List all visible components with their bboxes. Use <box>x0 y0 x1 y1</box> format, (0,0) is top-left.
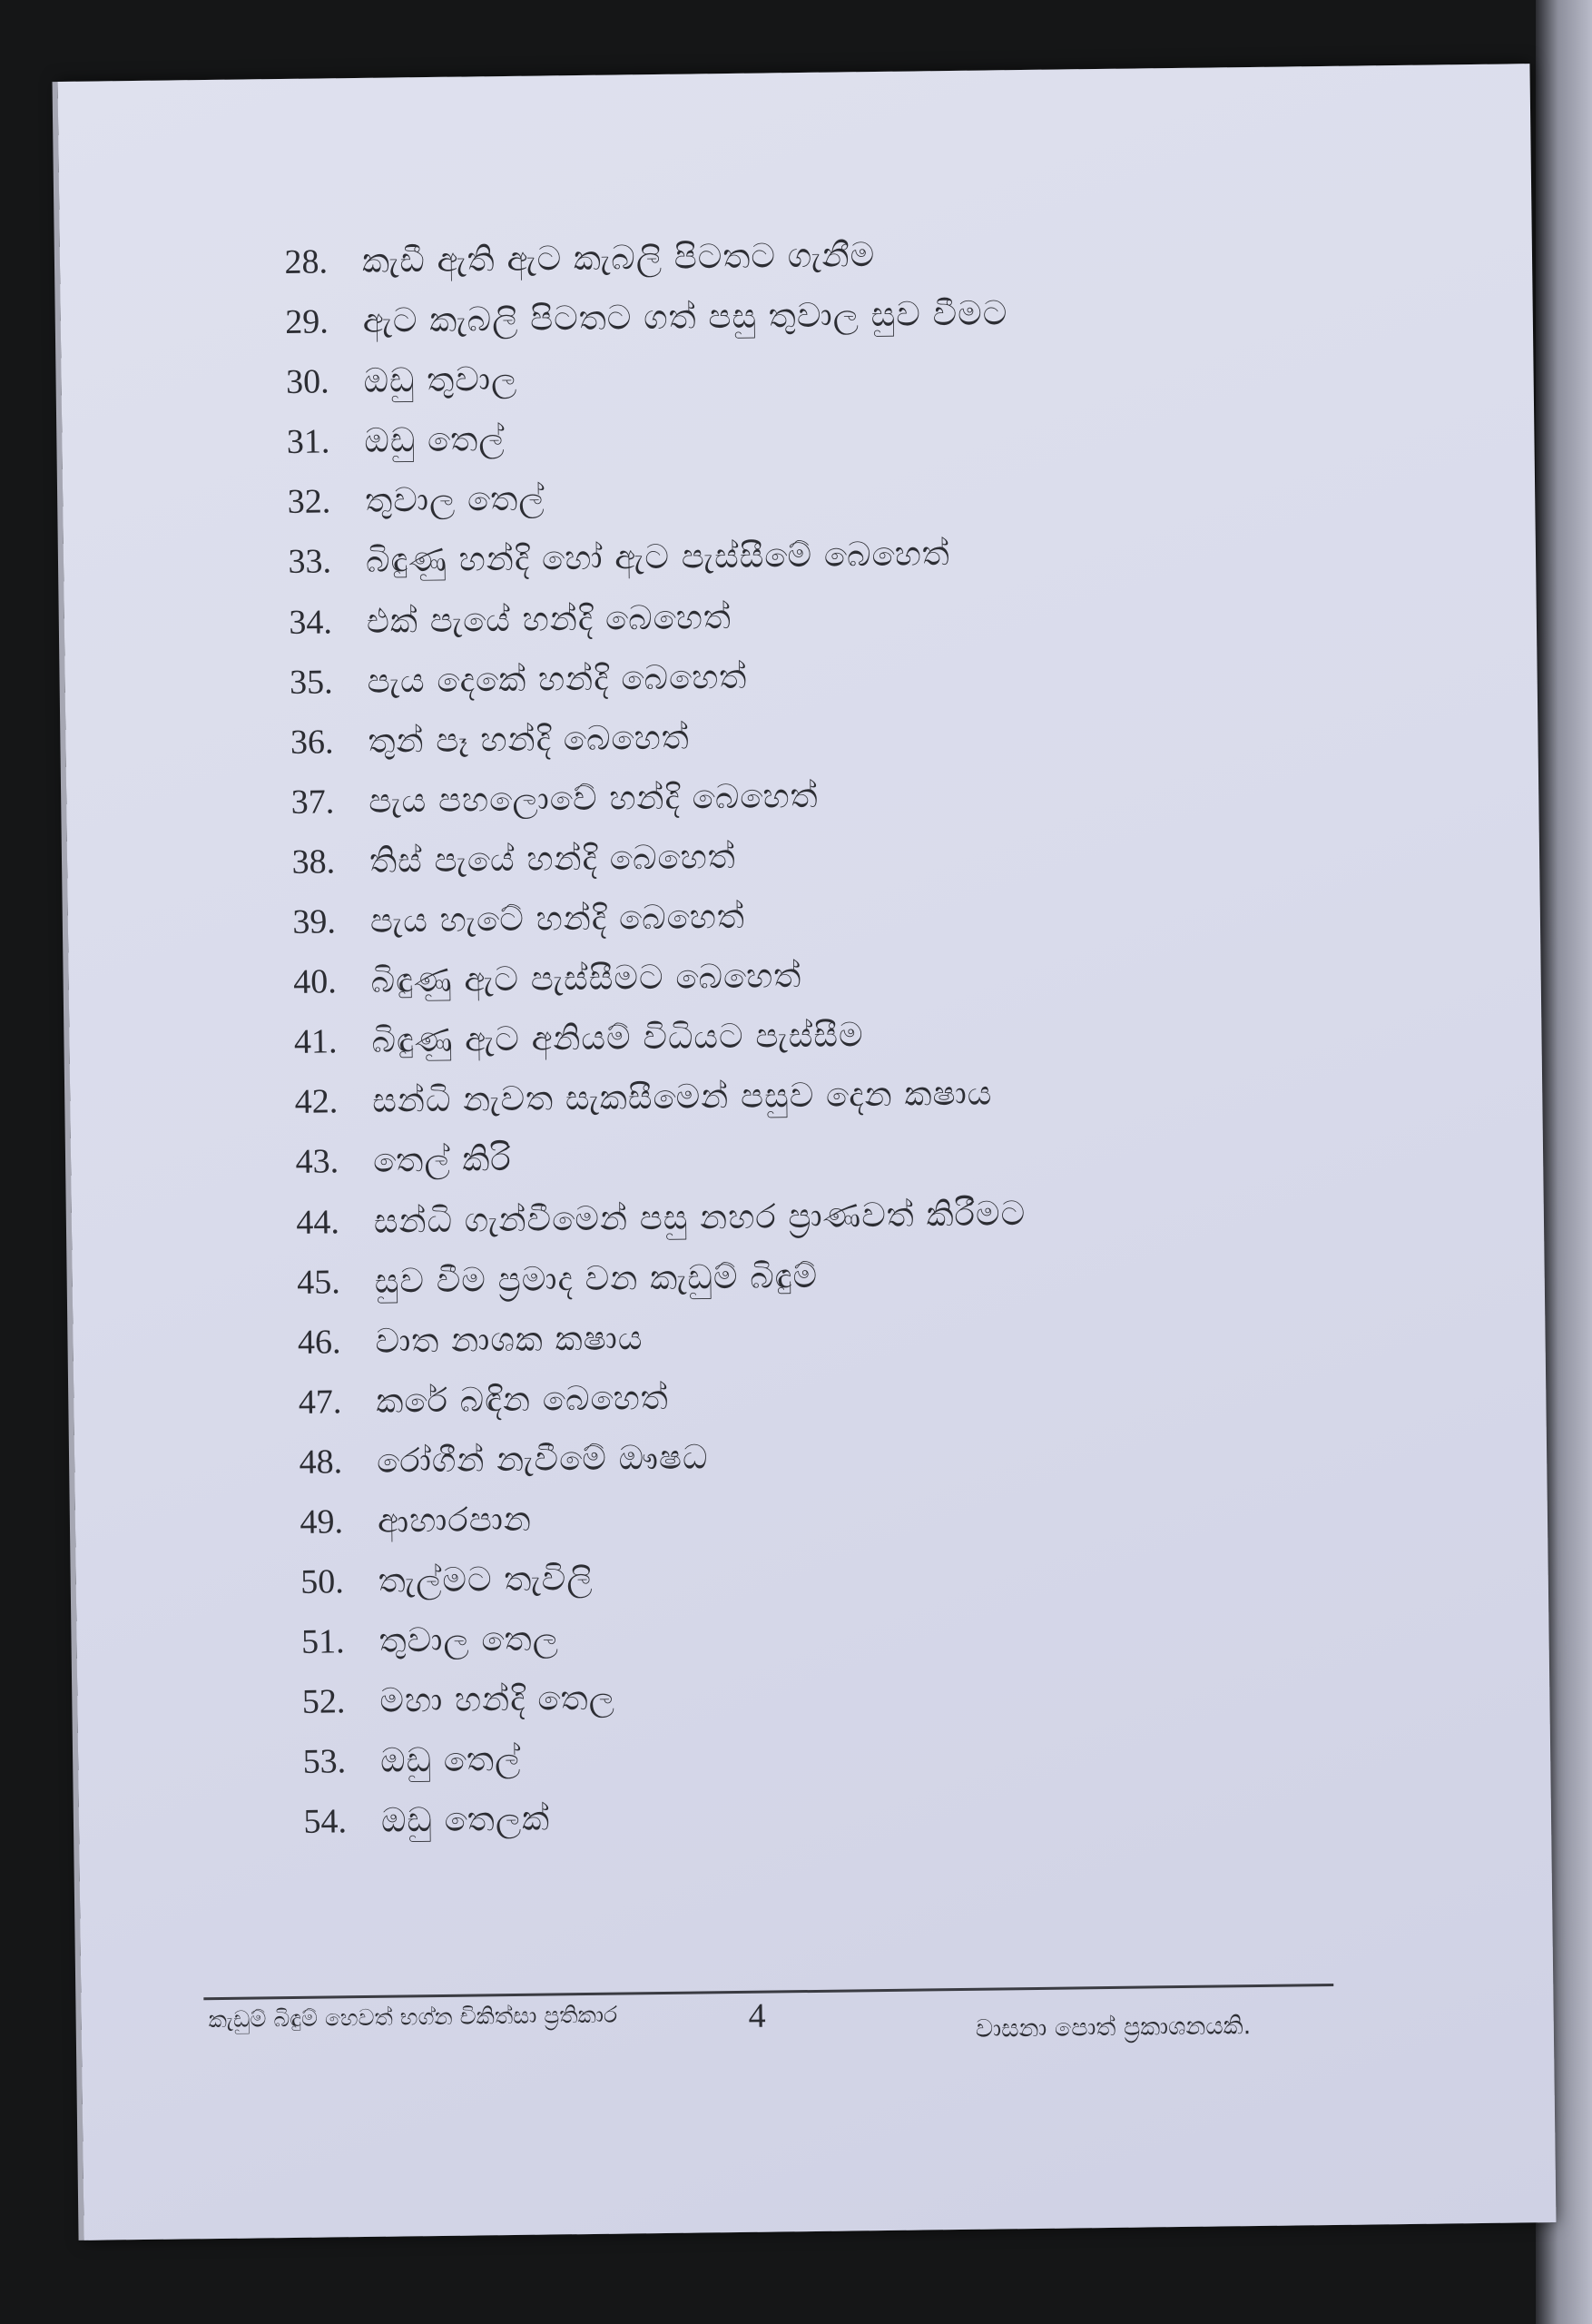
item-title: පැය පහලොවේ හන්දි බෙහෙත් <box>368 775 819 821</box>
item-number: 35. <box>289 663 333 702</box>
item-title: ඔඩු තෙල් <box>379 1739 522 1781</box>
item-number: 45. <box>296 1262 340 1302</box>
item-title: ඔඩු තුවාල <box>363 359 518 401</box>
list-item <box>264 1733 1033 1802</box>
list-item <box>249 473 1017 542</box>
item-title: ඔඩු තෙල් <box>364 419 506 461</box>
page-number: 4 <box>748 1996 766 2035</box>
item-title: සුව වීම ප්‍රමාද වන කැඩුම් බිඳුම් <box>374 1256 819 1301</box>
list-item <box>258 1254 1027 1323</box>
list-item <box>257 1133 1026 1202</box>
item-number: 46. <box>297 1322 341 1362</box>
item-number: 34. <box>289 602 333 642</box>
item-title: ඔඩු තෙලක් <box>380 1798 551 1841</box>
book-page <box>58 64 1557 2240</box>
list-item <box>256 1073 1025 1142</box>
item-number: 28. <box>284 242 329 281</box>
item-number: 30. <box>285 362 329 402</box>
item-number: 39. <box>292 902 337 941</box>
list-item <box>254 953 1023 1022</box>
item-number: 33. <box>288 542 332 582</box>
list-item <box>261 1553 1030 1622</box>
item-number: 48. <box>299 1443 343 1482</box>
list-item <box>251 594 1019 663</box>
item-number: 51. <box>300 1622 345 1661</box>
item-title: වාත නාශක කෂාය <box>375 1317 644 1361</box>
item-title: තුවාල තෙල <box>378 1619 560 1660</box>
item-title: තිස් පැයේ හන්දි බෙහෙත් <box>369 836 736 881</box>
list-item <box>247 353 1016 422</box>
list-item <box>265 1793 1034 1862</box>
item-number: 32. <box>287 482 331 522</box>
item-title: ඇට කැබලි පිටතට ගත් පසු තුවාල සුව වීමට <box>362 293 1008 341</box>
list-item <box>258 1194 1027 1263</box>
list-item <box>248 413 1017 482</box>
item-number: 29. <box>285 302 329 342</box>
list-item <box>251 654 1019 723</box>
list-item <box>260 1374 1028 1443</box>
item-number: 47. <box>298 1383 342 1422</box>
item-title: රෝගීන් නැවීමේ ඖෂධ <box>376 1437 709 1481</box>
list-item <box>255 1013 1024 1082</box>
item-title: පැය දෙකේ හන්දි බෙහෙත් <box>367 656 748 701</box>
list-item <box>251 714 1020 783</box>
list-item <box>262 1613 1031 1682</box>
item-number: 44. <box>296 1202 340 1242</box>
item-title: සන්ධි ගැන්වීමෙන් පසු නහර ප්‍රාණවත් කිරීමට <box>373 1193 1027 1241</box>
list-item <box>261 1493 1030 1562</box>
list-item <box>252 773 1021 842</box>
item-title: එක් පැයේ හන්දි බෙහෙත් <box>366 596 732 641</box>
item-title: තුන් පෑ හන්දි බෙහෙත් <box>368 717 691 761</box>
list-item <box>260 1433 1029 1502</box>
item-title: තුවාල තෙල් <box>364 478 545 521</box>
item-number: 54. <box>303 1802 348 1842</box>
item-number: 50. <box>300 1562 345 1601</box>
item-title: මහා හන්දි තෙල <box>379 1678 616 1721</box>
item-number: 53. <box>302 1742 347 1782</box>
item-title: පැය හැටේ හන්දි බෙහෙත් <box>369 896 746 940</box>
footer-book-title: කැඩුම් බිඳුම් හෙවත් භග්න චිකිත්සා ප්‍රතිකාර <box>208 2001 618 2034</box>
item-title: සන්ධි නැවත සැකසීමෙන් පසුව දෙන කෂාය <box>372 1073 993 1121</box>
item-number: 43. <box>295 1142 339 1182</box>
item-number: 38. <box>291 842 336 881</box>
list-item <box>246 233 1015 302</box>
footer-rule <box>203 1984 1333 2000</box>
item-title: බිඳුණු ඇට අනියම් විධියට පැස්සීම <box>371 1015 864 1061</box>
item-number: 36. <box>290 723 334 762</box>
item-number: 42. <box>294 1082 339 1122</box>
contents-list <box>246 233 1034 1863</box>
list-item <box>263 1673 1032 1742</box>
list-item <box>254 893 1023 962</box>
item-number: 37. <box>290 783 335 822</box>
item-number: 52. <box>301 1682 346 1722</box>
list-item <box>259 1314 1027 1383</box>
item-number: 40. <box>292 962 337 1002</box>
item-title: බිඳුණු හන්දි හෝ ඇට පැස්සීමේ බෙහෙත් <box>365 534 951 581</box>
footer-publisher: වාසනා පොත් ප්‍රකාශනයකි. <box>975 2012 1252 2043</box>
item-title: කරේ බඳින බෙහෙත් <box>376 1377 670 1421</box>
item-title: කැඩී ඇති ඇට කැබලි පිටතට ගැනීම <box>361 235 876 281</box>
item-title: තෙල් කිරි <box>372 1139 512 1181</box>
list-item <box>250 534 1018 603</box>
item-title: බිඳුණු ඇට පැස්සීමට බෙහෙත් <box>370 956 802 1000</box>
item-number: 31. <box>286 422 330 462</box>
list-item <box>247 293 1016 362</box>
item-number: 41. <box>293 1022 338 1062</box>
item-title: තැල්මට තැවිලි <box>378 1558 594 1600</box>
item-number: 49. <box>300 1502 344 1541</box>
list-item <box>253 833 1022 902</box>
item-title: ආහාරපාන <box>377 1499 533 1541</box>
